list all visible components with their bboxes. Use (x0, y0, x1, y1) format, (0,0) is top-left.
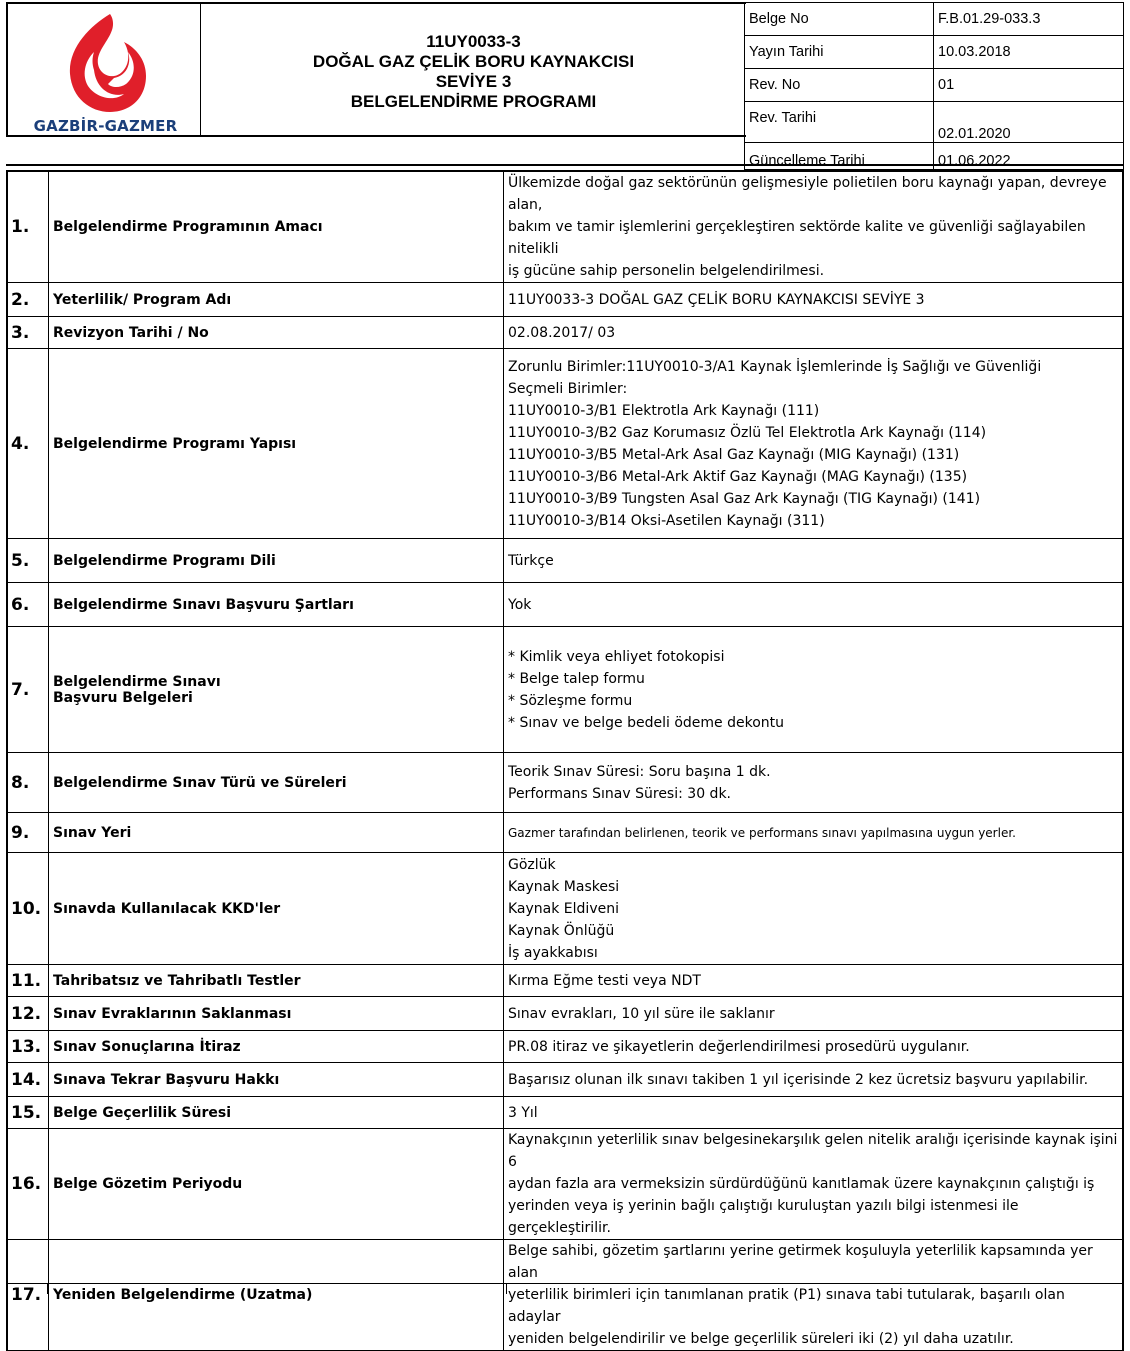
value-line: 11UY0010-3/B2 Gaz Korumasız Özlü Tel Elektrotla Ark Kaynağı (114) (508, 424, 987, 441)
value-line: 11UY0010-3/B1 Elektrotla Ark Kaynağı (111) (508, 402, 820, 419)
table-row (7, 1129, 1123, 1240)
row-value (504, 1097, 1124, 1129)
label-line: Başvuru Belgeleri (53, 689, 193, 706)
value-line: yeterlilik birimleri için tanımlanan pratik (P1) sınava tabi tutularak, başarılı olan adaylar (508, 1287, 1065, 1325)
row-number: 3. (7, 317, 49, 349)
program-table (6, 170, 1124, 1351)
row-label (49, 171, 504, 283)
row-label (49, 349, 504, 539)
document-header (6, 2, 1124, 169)
row-value (504, 1129, 1124, 1240)
value-line: Seçmeli Birimler: (508, 380, 628, 397)
label-line: Belgelendirme Programı Yapısı (53, 435, 297, 452)
value-line: * Sözleşme formu (508, 692, 633, 709)
row-number: 7. (7, 627, 49, 753)
row-label (49, 583, 504, 627)
label-line: Tahribatsız ve Tahribatlı Testler (53, 972, 301, 989)
row-number: 5. (7, 539, 49, 583)
value-line: * Kimlik veya ehliyet fotokopisi (508, 648, 725, 665)
row-label (49, 539, 504, 583)
table-row (7, 539, 1123, 583)
row-value (504, 627, 1124, 753)
row-number: 13. (7, 1031, 49, 1063)
table-row (7, 583, 1123, 627)
label-line: Revizyon Tarihi / No (53, 324, 209, 341)
flame-logo-icon (64, 12, 150, 116)
table-row (7, 627, 1123, 753)
title-line: SEVİYE 3 (435, 72, 512, 91)
row-value (504, 1240, 1124, 1351)
label-line: Sınavda Kullanılacak KKD'ler (53, 900, 281, 917)
header-divider (6, 164, 1124, 166)
row-number: 2. (7, 283, 49, 317)
label-line: Belge Geçerlilik Süresi (53, 1104, 232, 1121)
row-label (49, 1031, 504, 1063)
logo-area (6, 2, 201, 137)
value-line: iş gücüne sahip personelin belgelendirilmesi. (508, 263, 825, 279)
row-value (504, 539, 1124, 583)
table-row (7, 283, 1123, 317)
value-line: İş ayakkabısı (508, 944, 598, 961)
row-number: 6. (7, 583, 49, 627)
label-line: Yeniden Belgelendirme (Uzatma) (53, 1287, 313, 1303)
meta-key: Rev. No (745, 69, 934, 102)
value-line: Gazmer tarafından belirlenen, teorik ve performans sınavı yapılmasına uygun yerler. (508, 825, 1016, 840)
value-line: * Belge talep formu (508, 670, 645, 687)
row-number: 15. (7, 1097, 49, 1129)
label-line: Belgelendirme Sınavı (53, 673, 221, 690)
value-line: Gözlük (508, 856, 556, 873)
row-value (504, 813, 1124, 853)
value-line: Ülkemizde doğal gaz sektörünün gelişmesiyle polietilen boru kaynağı yapan, devreye alan, (508, 175, 1107, 213)
table-row (7, 965, 1123, 997)
table-row (7, 1240, 1123, 1351)
row-value (504, 853, 1124, 965)
meta-key: Belge No (745, 3, 934, 36)
row-number: 12. (7, 997, 49, 1031)
row-number: 17. (7, 1240, 49, 1351)
value-line: Başarısız olunan ilk sınavı takiben 1 yıl içerisinde 2 kez ücretsiz başvuru yapılabilir. (508, 1071, 1089, 1088)
table-row (7, 813, 1123, 853)
label-line: Belgelendirme Programının Amacı (53, 219, 323, 235)
value-line: yeniden belgelendirilir ve belge geçerlilik süreleri iki (2) yıl daha uzatılır. (508, 1331, 1014, 1347)
value-line: Sınav evrakları, 10 yıl süre ile saklanır (508, 1005, 775, 1022)
value-line: Türkçe (508, 552, 554, 569)
label-line: Belge Gözetim Periyodu (53, 1176, 243, 1192)
meta-value: 01 (934, 69, 1124, 102)
title-line: DOĞAL GAZ ÇELİK BORU KAYNAKCISI (312, 52, 635, 71)
next-row-edge (6, 1283, 1124, 1293)
row-number: 16. (7, 1129, 49, 1240)
label-line: Belgelendirme Programı Dili (53, 552, 276, 569)
value-line: * Sınav ve belge bedeli ödeme dekontu (508, 714, 785, 731)
row-label (49, 853, 504, 965)
value-line: 11UY0033-3 DOĞAL GAZ ÇELİK BORU KAYNAKCISI SEVİYE 3 (508, 291, 925, 308)
row-number: 4. (7, 349, 49, 539)
meta-row (745, 69, 1124, 102)
value-line: Kırma Eğme testi veya NDT (508, 972, 701, 989)
table-row (7, 1097, 1123, 1129)
row-value (504, 349, 1124, 539)
label-line: Sınav Sonuçlarına İtiraz (53, 1038, 241, 1055)
meta-value: 02.01.2020 (934, 102, 1124, 143)
label-line: Sınav Evraklarının Saklanması (53, 1005, 292, 1022)
label-line: Belgelendirme Sınav Türü ve Süreleri (53, 774, 347, 791)
table-row (7, 1031, 1123, 1063)
row-value (504, 965, 1124, 997)
row-value (504, 753, 1124, 813)
row-value (504, 283, 1124, 317)
table-row (7, 853, 1123, 965)
row-value (504, 997, 1124, 1031)
meta-value: 10.03.2018 (934, 36, 1124, 69)
meta-value: F.B.01.29-033.3 (934, 3, 1124, 36)
value-line: 11UY0010-3/B14 Oksi-Asetilen Kaynağı (311) (508, 512, 825, 529)
value-line: Belge sahibi, gözetim şartlarını yerine getirmek koşuluyla yeterlilik kapsamında yer alan (508, 1243, 1093, 1281)
logo-text: GAZBİR-GAZMER (33, 117, 178, 135)
row-label (49, 1240, 504, 1351)
label-line: Sınav Yeri (53, 824, 132, 841)
value-line: Kaynak Eldiveni (508, 900, 619, 917)
value-line: 11UY0010-3/B6 Metal-Ark Aktif Gaz Kaynağı (MAG Kaynağı) (135) (508, 468, 968, 485)
table-row (7, 1063, 1123, 1097)
table-row (7, 997, 1123, 1031)
meta-key: Yayın Tarihi (745, 36, 934, 69)
table-row (7, 171, 1123, 283)
row-number: 9. (7, 813, 49, 853)
meta-value: 01.06.2022 (934, 143, 1124, 170)
value-line: Kaynak Maskesi (508, 878, 620, 895)
label-line: Belgelendirme Sınavı Başvuru Şartları (53, 596, 354, 613)
row-number: 1. (7, 171, 49, 283)
row-label (49, 627, 504, 753)
row-label (49, 965, 504, 997)
value-line: bakım ve tamir işlemlerini gerçekleştiren sektörde kalite ve güvenliği sağlayabilen nitelikli (508, 219, 1086, 257)
row-value (504, 1063, 1124, 1097)
row-value (504, 583, 1124, 627)
label-line: Sınava Tekrar Başvuru Hakkı (53, 1071, 280, 1088)
document-meta-table (744, 2, 1124, 170)
row-number: 10. (7, 853, 49, 965)
title-line: BELGELENDİRME PROGRAMI (350, 92, 597, 111)
meta-row (745, 36, 1124, 69)
label-line: Yeterlilik/ Program Adı (53, 291, 232, 308)
row-value (504, 1031, 1124, 1063)
title-line: 11UY0033-3 (426, 32, 521, 51)
row-label (49, 317, 504, 349)
value-line: Kaynakçının yeterlilik sınav belgesinekarşılık gelen nitelik aralığı içerisinde kaynak işini 6 (508, 1132, 1118, 1170)
row-label (49, 997, 504, 1031)
table-row (7, 753, 1123, 813)
value-line: 11UY0010-3/B5 Metal-Ark Asal Gaz Kaynağı (MIG Kaynağı) (131) (508, 446, 960, 463)
value-line: 11UY0010-3/B9 Tungsten Asal Gaz Ark Kaynağı (TIG Kaynağı) (141) (508, 490, 981, 507)
value-line: Performans Sınav Süresi: 30 dk. (508, 785, 731, 802)
row-value (504, 317, 1124, 349)
value-line: Kaynak Önlüğü (508, 922, 615, 939)
row-label (49, 753, 504, 813)
value-line: 3 Yıl (508, 1104, 538, 1121)
document-title (201, 2, 746, 137)
row-number: 14. (7, 1063, 49, 1097)
row-label (49, 283, 504, 317)
row-value (504, 171, 1124, 283)
row-label (49, 1063, 504, 1097)
row-number: 11. (7, 965, 49, 997)
value-line: yerinden veya iş yerinin bağlı çalıştığı kuruluştan yazılı bilgi istenmesi ile gerçekleştirilir. (508, 1198, 1019, 1236)
meta-key: Rev. Tarihi (745, 102, 934, 143)
row-label (49, 1129, 504, 1240)
row-number: 8. (7, 753, 49, 813)
meta-row (745, 3, 1124, 36)
value-line: Teorik Sınav Süresi: Soru başına 1 dk. (508, 763, 771, 780)
row-label (49, 813, 504, 853)
table-row (7, 317, 1123, 349)
meta-row (745, 102, 1124, 143)
table-row (7, 349, 1123, 539)
meta-key: Güncelleme Tarihi (745, 143, 934, 170)
value-line: 02.08.2017/ 03 (508, 324, 616, 341)
value-line: Yok (508, 596, 532, 613)
value-line: PR.08 itiraz ve şikayetlerin değerlendirilmesi prosedürü uygulanır. (508, 1038, 970, 1055)
value-line: aydan fazla ara vermeksizin sürdürdüğünü kanıtlamak üzere kaynakçının çalıştığı iş (508, 1176, 1095, 1192)
row-label (49, 1097, 504, 1129)
value-line: Zorunlu Birimler:11UY0010-3/A1 Kaynak İşlemlerinde İş Sağlığı ve Güvenliği (508, 358, 1042, 375)
